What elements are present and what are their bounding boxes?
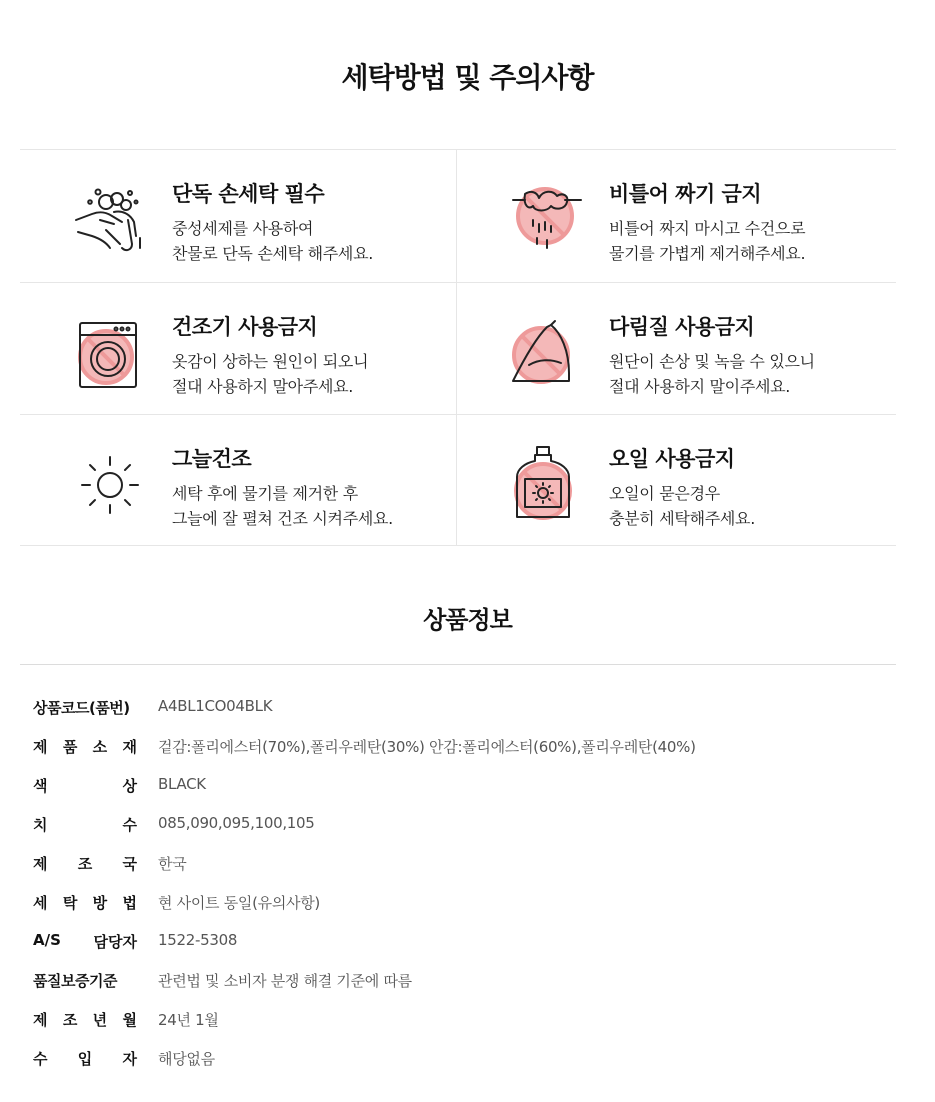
info-row-manufacture-date	[33, 1007, 893, 1033]
info-value: 1522-5308	[158, 931, 238, 949]
info-value: 24년 1월	[158, 1011, 219, 1029]
care-item-title: 비틀어 짜기 금지	[609, 182, 762, 206]
info-row-as-contact	[33, 929, 893, 955]
care-item-desc: 충분히 세탁해주세요.	[609, 509, 755, 528]
care-item-title: 그늘건조	[172, 447, 252, 471]
care-item-hand-wash	[20, 150, 456, 282]
info-row-size	[33, 812, 893, 838]
care-item-desc: 찬물로 단독 손세탁 해주세요.	[172, 244, 374, 263]
care-item-title: 오일 사용금지	[609, 447, 735, 471]
page-title: 세탁방법 및 주의사항	[341, 61, 594, 94]
care-item-no-iron	[457, 283, 893, 415]
care-item-desc: 오일이 묻은경우	[609, 484, 720, 503]
info-row-product-code	[33, 695, 893, 721]
care-item-no-wring	[457, 150, 893, 282]
no-iron-icon	[507, 313, 587, 393]
info-label: 제 품 소 재	[33, 738, 137, 756]
info-label: 치 수	[33, 816, 137, 834]
care-item-desc: 비틀어 짜지 마시고 수건으로	[609, 219, 806, 238]
info-row-washing	[33, 890, 893, 916]
info-value: BLACK	[158, 775, 206, 793]
care-item-no-dryer	[20, 283, 456, 415]
info-label: A/S 담당자	[33, 931, 137, 951]
care-item-shade-dry	[20, 415, 456, 547]
info-label: 제 조 년 월	[33, 1011, 137, 1029]
care-item-desc: 중성세제를 사용하여	[172, 219, 314, 238]
no-dryer-icon	[70, 313, 150, 393]
care-item-desc: 세탁 후에 물기를 제거한 후	[172, 484, 358, 503]
hand-wash-icon	[70, 180, 150, 260]
sun-icon	[70, 445, 150, 525]
care-item-no-oil	[457, 415, 893, 547]
info-value: 085,090,095,100,105	[158, 814, 315, 832]
care-instructions-grid	[20, 149, 896, 546]
care-item-desc: 원단이 손상 및 녹을 수 있으니	[609, 352, 815, 371]
product-info-title: 상품정보	[423, 606, 512, 634]
info-row-material	[33, 734, 893, 760]
care-item-title: 다림질 사용금지	[609, 315, 755, 339]
info-row-country	[33, 851, 893, 877]
no-oil-icon	[507, 445, 587, 525]
section-divider	[20, 664, 896, 665]
care-item-title: 건조기 사용금지	[172, 315, 318, 339]
info-label: 세 탁 방 법	[33, 894, 137, 912]
info-row-quality-guarantee	[33, 968, 893, 994]
no-wring-icon	[507, 180, 587, 260]
info-value: 관련법 및 소비자 분쟁 해결 기준에 따름	[158, 972, 412, 990]
info-value: 한국	[158, 855, 187, 873]
info-label: 상품코드(품번)	[33, 699, 130, 717]
care-item-desc: 절대 사용하지 말아주세요.	[172, 377, 354, 396]
care-item-desc: 옷감이 상하는 원인이 되오니	[172, 352, 369, 371]
info-value: 현 사이트 동일(유의사항)	[158, 894, 320, 912]
info-label: 품질보증기준	[33, 972, 117, 990]
info-row-color	[33, 773, 893, 799]
care-item-desc: 물기를 가볍게 제거해주세요.	[609, 244, 806, 263]
info-label: 색 상	[33, 777, 137, 795]
info-value: A4BL1CO04BLK	[158, 697, 273, 715]
care-item-desc: 그늘에 잘 펼쳐 건조 시켜주세요.	[172, 509, 393, 528]
info-label: 수 입 자	[33, 1050, 137, 1068]
info-row-importer	[33, 1046, 893, 1072]
info-value: 겉감:폴리에스터(70%),폴리우레탄(30%) 안감:폴리에스터(60%),폴리우레탄(40%)	[158, 738, 696, 756]
care-item-desc: 절대 사용하지 말이주세요.	[609, 377, 791, 396]
care-item-title: 단독 손세탁 필수	[172, 182, 325, 206]
info-label: 제 조 국	[33, 855, 137, 873]
info-value: 해당없음	[158, 1050, 215, 1068]
